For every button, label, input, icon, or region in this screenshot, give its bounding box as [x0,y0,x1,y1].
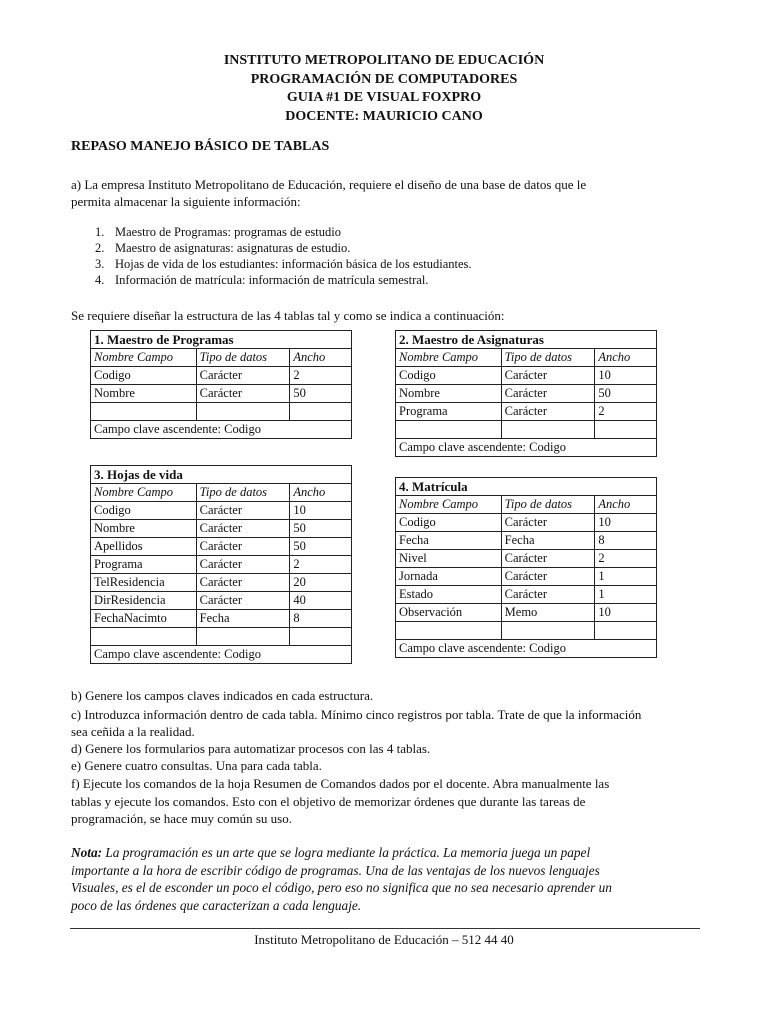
table-row [91,628,352,646]
column-header-width: Ancho [290,484,352,502]
note-line-2: importante a la hora de escribir código de programas. Una de las ventajas de los nuevos lenguajes [71,862,600,878]
table-asignaturas [395,330,657,457]
list-item-text: Hojas de vida de los estudiantes: información básica de los estudiantes. [115,257,472,271]
column-header-field: Nombre Campo [396,496,502,514]
instruction-f-line-1: f) Ejecute los comandos de la hoja Resumen de Comandos dados por el docente. Abra manualmente las [71,776,610,791]
footer-divider [70,928,700,929]
table-row [91,403,352,421]
table-row [91,520,352,538]
header-course: PROGRAMACIÓN DE COMPUTADORES [250,71,518,87]
table-cell: Apellidos [91,538,197,556]
table-row [91,538,352,556]
table-cell: 50 [595,385,657,403]
table-cell: Fecha [196,610,290,628]
table-cell: 50 [290,520,352,538]
table-cell: Carácter [196,502,290,520]
table-cell: Carácter [501,586,595,604]
list-item [71,272,472,288]
table-cell: Codigo [396,514,502,532]
table-cell: 50 [290,538,352,556]
table-cell: TelResidencia [91,574,197,592]
section-title: REPASO MANEJO BÁSICO DE TABLAS [71,139,330,154]
table-cell: Carácter [196,538,290,556]
table-cell: Programa [396,403,502,421]
table-cell: Carácter [501,514,595,532]
table-cell [595,622,657,640]
table-cell [290,403,352,421]
table-row [396,604,657,622]
page-footer: Instituto Metropolitano de Educación – 512 44 40 [254,932,514,947]
table-row [91,385,352,403]
table-cell: Nombre [91,520,197,538]
table-cell [396,622,502,640]
table-cell: 2 [290,367,352,385]
table-cell: Programa [91,556,197,574]
note-label: Nota: [71,845,103,860]
table-cell: 10 [290,502,352,520]
table-cell: Observación [396,604,502,622]
table-row [396,514,657,532]
table-row [396,421,657,439]
table-cell: Memo [501,604,595,622]
list-item-text: Información de matrícula: información de matrícula semestral. [115,273,429,287]
table-row [396,568,657,586]
table-cell: Codigo [91,367,197,385]
table-cell: 1 [595,586,657,604]
table-cell: Carácter [196,520,290,538]
table-row [396,622,657,640]
tables-intro: Se requiere diseñar la estructura de las 4 tablas tal y como se indica a continuación: [71,308,505,323]
table-cell [91,628,197,646]
table-hojas-de-vida [90,465,352,664]
list-item [71,224,472,240]
table-cell [396,421,502,439]
column-header-field: Nombre Campo [91,484,197,502]
table-cell: Carácter [501,550,595,568]
table-cell [595,421,657,439]
note-block [71,844,701,914]
table-cell: Carácter [501,385,595,403]
column-header-type: Tipo de datos [196,349,290,367]
table-matricula [395,477,657,658]
table-cell: 50 [290,385,352,403]
table-row [91,556,352,574]
table-cell: Nombre [396,385,502,403]
note-line-1: La programación es un arte que se logra mediante la práctica. La memoria juega un papel [102,845,591,860]
instruction-d: d) Genere los formularios para automatizar procesos con las 4 tablas. [71,741,431,756]
table-title: 3. Hojas de vida [91,466,352,484]
table-cell: 8 [290,610,352,628]
column-header-width: Ancho [595,496,657,514]
table-row [91,592,352,610]
table-cell: 10 [595,514,657,532]
list-item-number: 4. [95,273,105,287]
table-cell: Fecha [501,532,595,550]
table-cell: FechaNacimto [91,610,197,628]
table-cell: 10 [595,367,657,385]
instruction-e: e) Genere cuatro consultas. Una para cada tabla. [71,758,322,773]
list-item-text: Maestro de asignaturas: asignaturas de estudio. [115,241,351,255]
list-item [71,240,472,256]
column-header-field: Nombre Campo [91,349,197,367]
table-cell: Jornada [396,568,502,586]
list-item [71,256,472,272]
list-item-number: 2. [95,241,105,255]
requirements-list [71,224,472,288]
note-line-3: Visuales, es el de esconder un poco el código, pero eso no significa que no sea necesario aprender un [71,880,612,896]
table-title: 4. Matrícula [396,478,657,496]
table-row [91,367,352,385]
table-row [396,532,657,550]
table-footer: Campo clave ascendente: Codigo [91,421,352,439]
table-cell: Estado [396,586,502,604]
table-cell: Codigo [396,367,502,385]
table-cell: Carácter [196,592,290,610]
table-row [396,403,657,421]
table-cell: 2 [290,556,352,574]
table-cell [290,628,352,646]
table-cell: 2 [595,403,657,421]
note-line-4: poco de las órdenes que caracterizan a cada lenguaje. [71,897,362,913]
table-cell: Carácter [196,574,290,592]
table-cell: Carácter [196,367,290,385]
table-cell: DirResidencia [91,592,197,610]
header-guide: GUIA #1 DE VISUAL FOXPRO [286,90,482,105]
table-cell: Fecha [396,532,502,550]
column-header-type: Tipo de datos [501,349,595,367]
header-teacher: DOCENTE: MAURICIO CANO [285,108,483,124]
table-cell [91,403,197,421]
table-row [396,550,657,568]
column-header-field: Nombre Campo [396,349,502,367]
table-row [91,610,352,628]
list-item-number: 3. [95,257,105,271]
table-row [91,502,352,520]
list-item-text: Maestro de Programas: programas de estudio [115,225,341,239]
intro-line-1: a) La empresa Instituto Metropolitano de Educación, requiere el diseño de una base de datos que le [71,177,587,192]
instruction-c-line-1: c) Introduzca información dentro de cada tabla. Mínimo cinco registros por tabla. Trate de que la información [71,707,642,722]
table-row [396,367,657,385]
intro-line-2: permita almacenar la siguiente información: [71,194,301,209]
table-footer: Campo clave ascendente: Codigo [396,640,657,658]
table-title: 1. Maestro de Programas [91,331,352,349]
header-institution: INSTITUTO METROPOLITANO DE EDUCACIÓN [223,53,545,68]
column-header-width: Ancho [595,349,657,367]
table-cell: Nombre [91,385,197,403]
table-footer: Campo clave ascendente: Codigo [91,646,352,664]
table-cell [196,628,290,646]
document-header [0,52,768,126]
table-cell: 1 [595,568,657,586]
table-cell: Carácter [501,568,595,586]
table-cell: 8 [595,532,657,550]
table-cell: Carácter [501,403,595,421]
table-title: 2. Maestro de Asignaturas [396,331,657,349]
column-header-type: Tipo de datos [501,496,595,514]
table-row [396,385,657,403]
instruction-b: b) Genere los campos claves indicados en cada estructura. [71,688,374,703]
table-cell [501,622,595,640]
column-header-type: Tipo de datos [196,484,290,502]
column-header-width: Ancho [290,349,352,367]
table-cell: Codigo [91,502,197,520]
instruction-f-line-2: tablas y ejecute los comandos. Esto con el objetivo de memorizar órdenes que durante las tareas de [71,794,586,809]
instruction-f-line-3: programación, se hace muy común su uso. [71,811,292,826]
table-cell: Nivel [396,550,502,568]
table-row [91,574,352,592]
table-cell: Carácter [501,367,595,385]
table-cell: 20 [290,574,352,592]
table-cell: Carácter [196,385,290,403]
table-cell: 40 [290,592,352,610]
table-programas [90,330,352,439]
instruction-c-line-2: sea ceñida a la realidad. [71,724,195,739]
list-item-number: 1. [95,225,105,239]
table-cell: Carácter [196,556,290,574]
table-cell: 2 [595,550,657,568]
table-cell: 10 [595,604,657,622]
table-footer: Campo clave ascendente: Codigo [396,439,657,457]
table-row [396,586,657,604]
table-cell [196,403,290,421]
table-cell [501,421,595,439]
